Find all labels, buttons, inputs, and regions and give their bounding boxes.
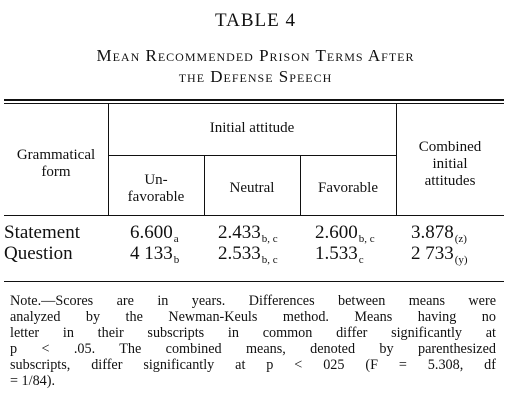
cell-subscript: c xyxy=(358,254,364,266)
cell-value: 4 133 xyxy=(130,243,173,264)
table-title-line-2: the Defense Speech xyxy=(178,67,333,86)
column-header-unfavorable xyxy=(108,172,204,206)
table-title xyxy=(20,45,491,87)
note-line: p < .05. The combined means, denoted by parenthesized xyxy=(10,341,496,357)
table-number: TABLE 4 xyxy=(215,10,296,31)
group-header: Initial attitude xyxy=(209,120,295,136)
note-line: Note.—Scores are in years. Differences between means were xyxy=(10,293,496,309)
column-header-neutral: Neutral xyxy=(229,180,275,196)
row-label-statement: Statement xyxy=(4,222,80,243)
cell-subscript: (y) xyxy=(454,254,468,266)
table-cell xyxy=(411,243,468,271)
cell-subscript: (z) xyxy=(454,233,467,245)
note-line: = 1/84). xyxy=(10,373,56,389)
cell-subscript: b, c xyxy=(261,254,278,266)
column-header-unfavorable-line-1: Un- xyxy=(144,172,168,188)
cell-subscript: b, c xyxy=(261,233,278,245)
cell-subscript: a xyxy=(173,233,179,245)
note-line: subscripts, differ significantly at p < 025 (F = 5.308, df xyxy=(10,357,496,373)
row-label-question: Question xyxy=(4,243,73,264)
note-line: letter in their subscripts in common differ significantly at xyxy=(10,325,496,341)
cell-value: 2 733 xyxy=(411,243,454,264)
table-cell xyxy=(315,243,364,271)
top-rule-thin xyxy=(4,103,504,104)
stub-header-line-2: form xyxy=(41,164,71,180)
table-cell xyxy=(218,243,278,271)
cell-value: 2.533 xyxy=(218,243,261,264)
group-header-rule xyxy=(108,155,396,156)
cell-value: 2.600 xyxy=(315,222,358,243)
table-note xyxy=(10,293,496,389)
cell-value: 6.600 xyxy=(130,222,173,243)
cell-value: 3.878 xyxy=(411,222,454,243)
column-header-unfavorable-line-2: favorable xyxy=(127,189,185,205)
stub-header-line-1: Grammatical xyxy=(16,147,96,163)
cell-value: 2.433 xyxy=(218,222,261,243)
combined-header-line-1: Combined xyxy=(418,139,482,155)
combined-header-line-3: attitudes xyxy=(424,173,476,189)
column-header-favorable: Favorable xyxy=(318,180,378,196)
header-bottom-rule xyxy=(4,215,504,216)
table-title-line-1: Mean Recommended Prison Terms After xyxy=(96,46,415,65)
top-rule xyxy=(4,99,504,101)
cell-subscript: b xyxy=(173,254,180,266)
cell-subscript: b, c xyxy=(358,233,375,245)
note-line: analyzed by the Newman-Keuls method. Means having no xyxy=(10,309,496,325)
bottom-rule xyxy=(4,281,504,282)
cell-value: 1.533 xyxy=(315,243,358,264)
combined-header xyxy=(396,139,504,190)
combined-header-line-2: initial xyxy=(432,156,468,172)
stub-header xyxy=(4,147,108,181)
table-cell xyxy=(130,243,179,271)
